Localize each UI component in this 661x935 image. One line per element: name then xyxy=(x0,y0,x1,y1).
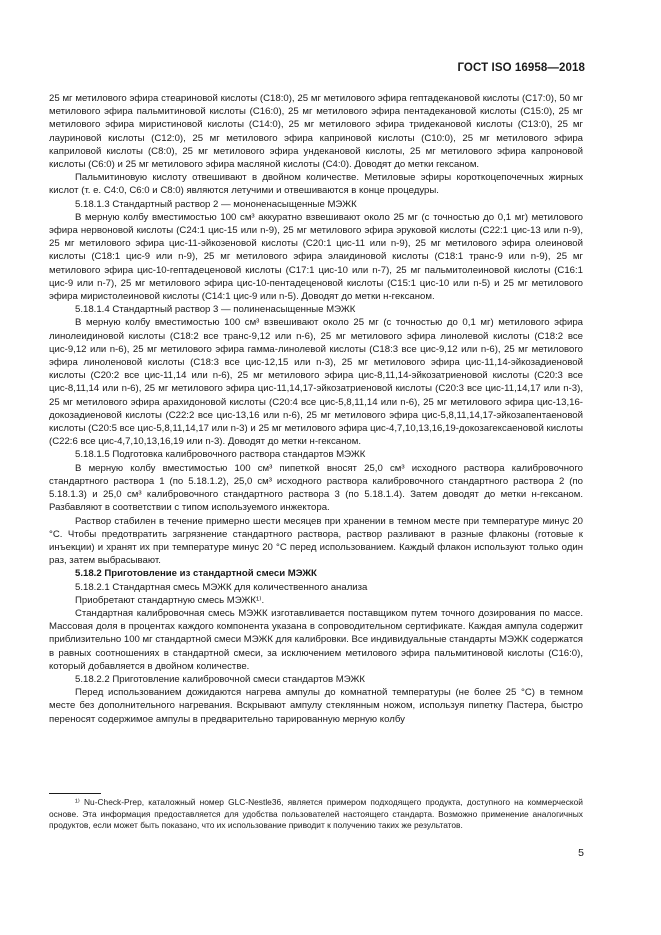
section-heading: 5.18.2.1 Стандартная смесь МЭЖК для количественного анализа xyxy=(75,581,368,593)
section-heading: 5.18.1.4 Стандартный раствор 3 — полиненасыщенные МЭЖК xyxy=(75,304,356,316)
paragraph: В мерную колбу вместимостью 100 см³ аккуратно взвешивают около 25 мг (с точностью до 0,1 мг) метилового эфира нервоновой кислоты (С24:1 цис-15 или n-9), 25 мг метилового эфира эруковой кислоты (С22:1 цис-13 или n-9), 25 мг метилового эфира цис-11-эйкозеновой кислоты (С20:1 цис-11 или n-9), 25 мг метилового эфира олеиновой кислоты (С18:1 цис-9 или n-9), 25 мг метилового эфира элаидиновой кислоты (С18:1 транс-9 или n-9), 25 мг метилового эфира цис-10-гептадеценовой кислоты (С17:1 цис-10 или n-7), 25 мг пальмитолеиновой кислоты (С16:1 цис-9 или n-7), 25 мг метилового эфира цис-10-пентадеценовой кислоты (С15:1 цис-10 или n-5) и 25 мг метилового эфира миристолеиновой кислоты (С14:1 цис-9 или n-5). Доводят до метки н-гексаном. xyxy=(49,211,583,303)
section-heading: 5.18.1.3 Стандартный раствор 2 — мононенасыщенные МЭЖК xyxy=(75,198,357,210)
paragraph: Пальмитиновую кислоту отвешивают в двойном количестве. Метиловые эфиры короткоцепочечных жирных кислот (т. е. С4:0, С6:0 и С8:0) являются летучими и отвешиваются в конце процедуры. xyxy=(49,172,583,197)
footnote xyxy=(49,797,583,832)
paragraph: 25 мг метилового эфира стеариновой кислоты (С18:0), 25 мг метилового эфира гептадекановой кислоты (С17:0), 50 мг метилового эфира пальмитиновой кислоты (С16:0), 25 мг метилового эфира пентадекановой кислоты (С15:0), 25 мг метилового эфира миристиновой кислоты (С14:0), 25 мг метилового эфира тридекановой кислоты (С13:0), 25 мг лауриновой кислоты (С12:0), 25 мг метилового эфира каприновой кислоты (С10:0), 25 мг метилового эфира каприловой кислоты (С8:0), 25 мг метилового эфира ундекановой кислоты, 25 мг метилового эфира капроновой кислоты (С6:0) и 25 мг метилового эфира масляной кислоты (С4:0). Доводят до метки гексаном. xyxy=(49,93,583,171)
body-text xyxy=(49,92,583,726)
paragraph: Стандартная калибровочная смесь МЭЖК изготавливается поставщиком путем точного дозирования по массе. Массовая доля в процентах каждого компонента указана в сопроводительном сертификате. Каждая ампула содержит приблизительно 100 мг стандартной смеси МЭЖК для калибровки. Все индивидуальные стандарты МЭЖК содержатся в равных соотношениях в стандартной смеси, за исключением метилового эфира пальмитиновой кислоты (С16:0), который добавляется в двойном количестве. xyxy=(49,607,583,672)
paragraph: Раствор стабилен в течение примерно шести месяцев при хранении в темном месте при температуре минус 20 °С. Чтобы предотвратить загрязнение стандартного раствора, раствор разливают в разные флаконы (готовые к инъекции) и хранят их при температуре минус 20 °С перед использованием. Каждый флакон используют только один раз, затем выбрасывают. xyxy=(49,515,583,567)
page-number: 5 xyxy=(578,847,584,859)
section-heading: 5.18.2.2 Приготовление калибровочной смеси стандартов МЭЖК xyxy=(75,673,365,685)
section-heading: 5.18.2 Приготовление из стандартной смеси МЭЖК xyxy=(75,568,317,580)
paragraph: В мерную колбу вместимостью 100 см³ пипеткой вносят 25,0 см³ исходного раствора калибровочного стандартного раствора 1 (по 5.18.1.2), 25,0 см³ исходного раствора калибровочного стандартного раствора 2 (по 5.18.1.3) и 25,0 см³ калибровочного стандартного раствора 3 (по 5.18.1.4). Затем доводят до метки н-гексаном. Разбавляют в соответствии с типом используемого инжектора. xyxy=(49,462,583,514)
paragraph: Приобретают стандартную смесь МЭЖК¹⁾. xyxy=(75,594,265,606)
standard-header: ГОСТ ISO 16958—2018 xyxy=(457,62,585,74)
footnote-divider xyxy=(49,793,101,794)
section-heading: 5.18.1.5 Подготовка калибровочного раствора стандартов МЭЖК xyxy=(75,449,366,461)
paragraph: Перед использованием дожидаются нагрева ампулы до комнатной температуры (не более 25 °С) в темном месте без дополнительного нагревания. Вскрывают ампулу стеклянным ножом, используя пипетку Пастера, быстро переносят содержимое ампулы в предварительно тарированную мерную колбу xyxy=(49,687,583,725)
paragraph: В мерную колбу вместимостью 100 см³ взвешивают около 25 мг (с точностью до 0,1 мг) метилового эфира линолеидиновой кислоты (С18:2 все транс-9,12 или n-6), 25 мг метилового эфира линолевой кислоты (С18:2 все цис-9,12 или n-6), 25 мг метилового эфира гамма-линолевой кислоты (С18:3 все цис-9,12 или n-6), 25 мг метилового эфира линоленовой кислоты (С18:3 все цис-12,15 или n-3), 25 мг метилового эфира цис-11,14-эйкозадиеновой кислоты (С20:2 все цис-11,14 или n-6), 25 мг метилового эфира цис-8,11,14-эйкозатриеновой кислоты (С20:3 все цис-8,11,14 или n-6), 25 мг метилового эфира цис-11,14,17-эйкозатриеновой кислоты (С20:3 все цис-11,14,17 или n-3), 25 мг метилового эфира арахидоновой кислоты (С20:4 все цис-5,8,11,14 или n-6), 25 мг метилового эфира цис-13,16-докозадиеновой кислоты (С22:2 все цис-13,16 или n-6), 25 мг метилового эфира цис-5,8,11,14,17-эйкозапентаеновой кислоты (С20:5 все цис-5,8,11,14,17 или n-3) и 25 мг метилового эфира цис-4,7,10,13,16,19-докозагексаеновой кислоты (С22:6 все цис-4,7,10,13,16,19 или n-3). Доводят до метки н-гексаном. xyxy=(49,317,583,448)
footnote-text: ¹⁾ Nu-Check-Prep, каталожный номер GLC-Nestle36, является примером подходящего продукта, доступного на коммерческой основе. Эта информация предоставляется для удобства пользователей настоящего стандарта. Возможно применение аналогичных продуктов, если может быть показано, что их использование приводит к получению таких же результатов. xyxy=(49,797,583,831)
